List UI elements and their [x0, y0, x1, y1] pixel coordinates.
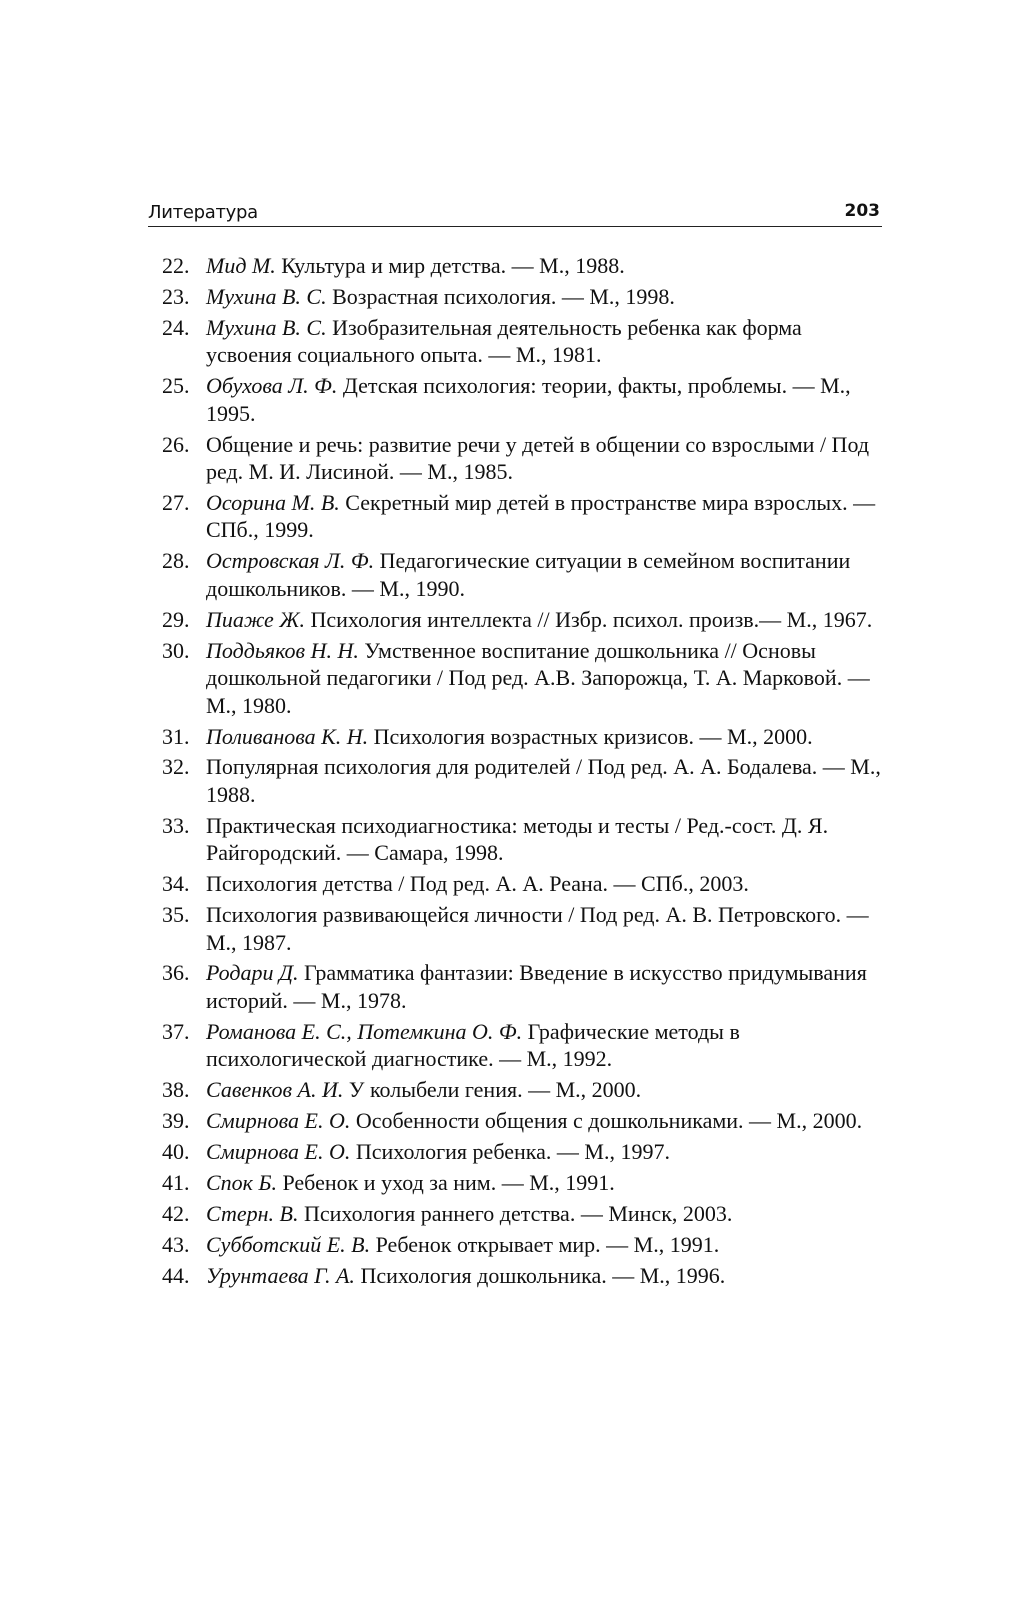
reference-author: Мухина В. С. [206, 283, 327, 309]
reference-author: Урунтаева Г. А. [206, 1262, 355, 1288]
reference-author: Спок Б. [206, 1169, 277, 1195]
reference-text: Психология развивающейся личности / Под ред. А. В. Петровского. — М., 1987. [206, 902, 869, 955]
reference-number: 40. [162, 1139, 190, 1165]
reference-item [148, 252, 892, 280]
reference-text: Детская психология: теории, факты, проблемы. — М., 1995. [206, 373, 851, 426]
reference-item [148, 870, 892, 898]
reference-author: Савенков А. И. [206, 1077, 344, 1103]
reference-text: Психология раннего детства. — Минск, 2003. [304, 1200, 733, 1226]
reference-text: Секретный мир детей в пространстве мира взрослых. — СПб., 1999. [206, 489, 876, 543]
reference-text: Ребенок и уход за ним. — М., 1991. [282, 1169, 615, 1195]
reference-text: Психология интеллекта // Избр. психол. произв.— М., 1967. [310, 606, 873, 632]
reference-number: 22. [162, 253, 190, 278]
reference-number: 41. [162, 1169, 190, 1195]
reference-text: Педагогические ситуации в семейном воспитании дошкольников. — М., 1990. [206, 548, 851, 601]
reference-author: Поддьяков Н. Н. [206, 637, 359, 663]
reference-item [148, 489, 892, 544]
reference-number: 37. [162, 1018, 190, 1044]
reference-item [148, 723, 892, 751]
reference-text: Психология ребенка. — М., 1997. [355, 1139, 670, 1165]
reference-item [148, 606, 892, 634]
reference-item [148, 1076, 892, 1104]
reference-number: 25. [162, 373, 190, 399]
reference-item [148, 637, 892, 720]
reference-number: 44. [162, 1262, 190, 1288]
reference-number: 38. [162, 1077, 190, 1103]
reference-author: Смирнова Е. О. [206, 1108, 351, 1134]
reference-number: 34. [162, 871, 190, 897]
reference-text: Культура и мир детства. — М., 1988. [281, 253, 625, 278]
reference-number: 23. [162, 283, 190, 309]
page-number: 203 [844, 201, 880, 221]
reference-text: Психология детства / Под ред. А. А. Реана. — СПб., 2003. [206, 871, 749, 897]
reference-author: Островская Л. Ф. [206, 548, 375, 574]
reference-text: Психология дошкольника. — М., 1996. [360, 1262, 726, 1288]
reference-number: 33. [162, 812, 190, 838]
reference-item [148, 314, 892, 369]
reference-author: Мухина В. С. [206, 314, 327, 340]
section-title: Литература [148, 202, 258, 223]
reference-author: Мид М. [206, 253, 276, 278]
reference-number: 29. [162, 606, 190, 632]
reference-text: Умственное воспитание дошкольника // Основы дошкольной педагогики / Под ред. А.В. Запорожца, Т. А. Марковой. — М., 1980. [206, 637, 870, 718]
reference-text: Ребенок открывает мир. — М., 1991. [375, 1231, 720, 1257]
reference-item [148, 1018, 892, 1073]
reference-number: 39. [162, 1108, 190, 1134]
reference-text: Общение и речь: развитие речи у детей в общении со взрослыми / Под ред. М. И. Лисиной. — М., 1985. [206, 431, 870, 485]
reference-number: 42. [162, 1200, 190, 1226]
reference-text: У колыбели гения. — М., 2000. [348, 1077, 642, 1103]
reference-item [148, 283, 892, 311]
reference-item [148, 1231, 892, 1259]
reference-item [148, 959, 892, 1014]
reference-text: Возрастная психология. — М., 1998. [332, 283, 675, 309]
reference-item [148, 1200, 892, 1228]
reference-item [148, 547, 892, 602]
reference-author: Пиаже Ж. [206, 606, 305, 632]
reference-text: Изобразительная деятельность ребенка как форма усвоения социального опыта. — М., 1981. [206, 314, 802, 368]
reference-item [148, 431, 892, 486]
reference-item [148, 901, 892, 956]
running-header [148, 196, 882, 227]
reference-list [148, 252, 892, 1292]
reference-author: Смирнова Е. О. [206, 1139, 351, 1165]
reference-text: Графические методы в психологической диагностике. — М., 1992. [206, 1018, 740, 1072]
reference-text: Особенности общения с дошкольниками. — М., 2000. [355, 1108, 863, 1134]
reference-text: Популярная психология для родителей / Под ред. А. А. Бодалева. — М., 1988. [206, 754, 881, 807]
reference-author: Поливанова К. Н. [206, 723, 369, 749]
reference-text: Психология возрастных кризисов. — М., 2000. [373, 723, 813, 749]
reference-number: 31. [162, 723, 190, 749]
reference-number: 24. [162, 314, 190, 340]
reference-number: 28. [162, 548, 190, 574]
reference-text: Грамматика фантазии: Введение в искусство придумывания историй. — М., 1978. [206, 960, 867, 1013]
reference-number: 36. [162, 960, 190, 986]
reference-author: Осорина М. В. [206, 489, 340, 515]
reference-number: 32. [162, 754, 190, 780]
reference-text: Практическая психодиагностика: методы и тесты / Ред.-сост. Д. Я. Райгородский. — Самара, 1998. [206, 812, 829, 866]
reference-author: Стерн. В. [206, 1200, 299, 1226]
reference-item [148, 1262, 892, 1290]
reference-author: Обухова Л. Ф. [206, 373, 338, 399]
reference-number: 35. [162, 902, 190, 928]
reference-item [148, 812, 892, 867]
reference-number: 30. [162, 637, 190, 663]
reference-author: Субботский Е. В. [206, 1231, 371, 1257]
reference-item [148, 1107, 892, 1135]
reference-number: 43. [162, 1231, 190, 1257]
reference-author: Родари Д. [206, 960, 299, 986]
reference-item [148, 1138, 892, 1166]
reference-item [148, 753, 892, 808]
reference-number: 26. [162, 431, 190, 457]
reference-item [148, 372, 892, 427]
reference-number: 27. [162, 489, 190, 515]
reference-item [148, 1169, 892, 1197]
reference-author: Романова Е. С., Потемкина О. Ф. [206, 1018, 523, 1044]
